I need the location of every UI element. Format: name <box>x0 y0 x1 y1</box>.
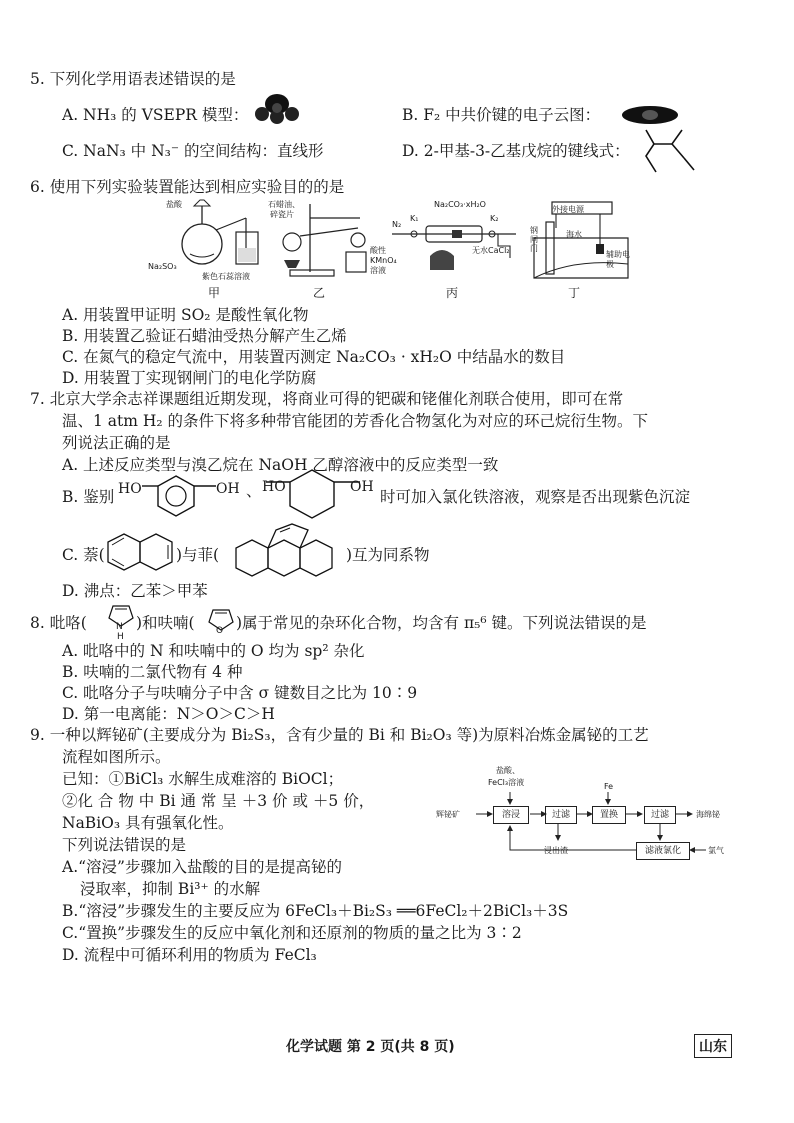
q5-stem: 5. 下列化学用语表述错误的是 <box>30 70 236 88</box>
q5-option-b: B. F₂ 中共价键的电子云图： <box>402 106 601 124</box>
apparatus-label-yi: 乙 <box>313 286 326 300</box>
apparatus-label-ding: 丁 <box>568 286 581 300</box>
flow-chlorine-label: 氯气 <box>708 846 724 855</box>
q7-stem-line2: 温、1 atm H₂ 的条件下将多种带官能团的芳香化合物氢化为对应的环己烷衍生物。下 <box>62 412 649 430</box>
apparatus-label-bing: 丙 <box>446 286 459 300</box>
yi-solution-label: 溶液 <box>370 266 386 275</box>
furan-o-label: O <box>216 626 224 636</box>
q9-option-c: C.“置换”步骤发生的反应中氧化剂和还原剂的物质的量之比为 3∶2 <box>62 924 522 942</box>
f2-electron-cloud-image <box>618 104 682 126</box>
q7-option-d: D. 沸点：乙苯＞甲苯 <box>62 582 208 600</box>
hydroquinone-structure-image <box>142 472 222 522</box>
flow-residue-label: 浸出渣 <box>544 846 568 855</box>
phenanthrene-structure-image <box>232 516 350 580</box>
flow-reagents-line1: 盐酸、 <box>496 766 520 775</box>
yi-acidic-label: 酸性 <box>370 246 386 255</box>
flow-ore-label: 辉铋矿 <box>436 810 460 819</box>
nh3-vsepr-model-image <box>252 92 302 126</box>
q7-option-b-prefix: B. 鉴别 <box>62 488 115 506</box>
yi-wax-label: 石蜡油、 <box>268 200 300 209</box>
flow-replace-box: 置换 <box>592 806 626 824</box>
q6-stem: 6. 使用下列实验装置能达到相应实验目的的是 <box>30 178 345 196</box>
q7-oh-label-2: OH <box>350 479 374 495</box>
q9-known-1: 已知：①BiCl₃ 水解生成难溶的 BiOCl； <box>62 770 344 788</box>
q8-option-c: C. 吡咯分子与呋喃分子中含 σ 键数目之比为 10∶9 <box>62 684 418 702</box>
jia-na2so3-label: Na₂SO₃ <box>148 262 177 271</box>
q6-option-b: B. 用装置乙验证石蜡油受热分解产生乙烯 <box>62 327 347 345</box>
q6-option-c: C. 在氮气的稳定气流中，用装置丙测定 Na₂CO₃ · xH₂O 中结晶水的数目 <box>62 348 566 366</box>
flow-chlorinate-box: 滤液氯化 <box>636 842 690 860</box>
q7-oh-label-1: OH <box>216 481 240 497</box>
q7-separator: 、 <box>246 482 262 500</box>
q7-ho-label: HO <box>118 481 142 497</box>
ding-electrode-label: 辅助电极 <box>606 250 630 269</box>
q6-option-a: A. 用装置甲证明 SO₂ 是酸性氧化物 <box>62 306 309 324</box>
page-footer: 化学试题 第 2 页(共 8 页) <box>286 1039 455 1055</box>
q7-stem-line3: 列说法正确的是 <box>62 434 171 452</box>
ding-gate-label: 钢闸门 <box>530 226 538 253</box>
q9-option-d: D. 流程中可循环利用的物质为 FeCl₃ <box>62 946 317 964</box>
pyrrole-n-label: N <box>116 622 123 632</box>
bing-k2-label: K₂ <box>490 214 499 223</box>
q9-question: 下列说法错误的是 <box>62 836 187 854</box>
q8-stem-prefix: 8. 吡咯( <box>30 614 87 632</box>
flow-fe-label: Fe <box>604 782 614 791</box>
flow-product-label: 海绵铋 <box>696 810 720 819</box>
apparatus-label-jia: 甲 <box>208 286 221 300</box>
q7-option-b-suffix: 时可加入氯化铁溶液，观察是否出现紫色沉淀 <box>380 488 691 506</box>
q9-option-a-line1: A.“溶浸”步骤加入盐酸的目的是提高铋的 <box>62 858 342 876</box>
q7-option-c-middle: )与菲( <box>176 546 220 564</box>
bing-cacl2-label: 无水CaCl₂ <box>472 246 510 255</box>
bing-salt-label: Na₂CO₃·xH₂O <box>434 200 486 209</box>
q9-stem-line2: 流程如图所示。 <box>62 748 171 766</box>
flow-reagents-line2: FeCl₃溶液 <box>488 778 525 787</box>
q7-option-c-suffix: )互为同系物 <box>346 546 430 564</box>
flow-filter2-box: 过滤 <box>644 806 676 824</box>
q7-option-c-prefix: C. 萘( <box>62 546 105 564</box>
q9-option-b: B.“溶浸”步骤发生的主要反应为 6FeCl₃＋Bi₂S₃ ══6FeCl₂＋2BiCl₃＋3S <box>62 902 569 920</box>
bond-line-formula-image <box>640 126 696 176</box>
jia-litmus-label: 紫色石蕊溶液 <box>202 272 250 281</box>
q8-option-b: B. 呋喃的二氯代物有 4 种 <box>62 663 243 681</box>
q8-option-d: D. 第一电离能：N＞O＞C＞H <box>62 705 275 723</box>
q9-known-3: NaBiO₃ 具有强氧化性。 <box>62 814 234 832</box>
q9-stem-line1: 9. 一种以辉铋矿(主要成分为 Bi₂S₃，含有少量的 Bi 和 Bi₂O₃ 等)为原料冶炼金属铋的工艺 <box>30 726 649 744</box>
naphthalene-structure-image <box>106 528 178 578</box>
flow-filter1-box: 过滤 <box>545 806 577 824</box>
q9-known-2: ②化 合 物 中 Bi 通 常 呈 ＋3 价 或 ＋5 价， <box>62 792 375 810</box>
region-badge: 山东 <box>694 1034 732 1058</box>
ding-power-label: 外接电源 <box>552 205 584 214</box>
q7-option-a: A. 上述反应类型与溴乙烷在 NaOH 乙醇溶液中的反应类型一致 <box>62 456 499 474</box>
q8-option-a: A. 吡咯中的 N 和呋喃中的 O 均为 sp² 杂化 <box>62 642 365 660</box>
ding-sea-label: 海水 <box>566 230 582 239</box>
yi-kmno4-label: KMnO₄ <box>370 256 397 265</box>
q8-stem-middle: )和呋喃( <box>136 614 195 632</box>
pyrrole-h-label: H <box>117 632 124 642</box>
jia-hcl-label: 盐酸 <box>166 200 182 209</box>
q7-stem-line1: 7. 北京大学余志祥课题组近期发现，将商业可得的钯碳和铑催化剂联合使用，即可在常 <box>30 390 624 408</box>
q5-option-c: C. NaN₃ 中 N₃⁻ 的空间结构：直线形 <box>62 142 324 160</box>
q6-option-d: D. 用装置丁实现钢闸门的电化学防腐 <box>62 369 317 387</box>
bing-k1-label: K₁ <box>410 214 419 223</box>
q5-option-a: A. NH₃ 的 VSEPR 模型： <box>62 106 249 124</box>
q7-ho-label-2: HO <box>262 479 286 495</box>
q5-option-d: D. 2-甲基-3-乙基戊烷的键线式： <box>402 142 630 160</box>
flow-dissolve-box: 溶浸 <box>493 806 529 824</box>
apparatus-bing-image <box>386 198 526 282</box>
bing-n2-label: N₂ <box>392 220 402 229</box>
q8-stem-suffix: )属于常见的杂环化合物，均含有 π₅⁶ 键。下列说法错误的是 <box>236 614 647 632</box>
q9-option-a-line2: 浸取率，抑制 Bi³⁺ 的水解 <box>80 880 261 898</box>
yi-porcelain-label: 碎瓷片 <box>270 210 294 219</box>
